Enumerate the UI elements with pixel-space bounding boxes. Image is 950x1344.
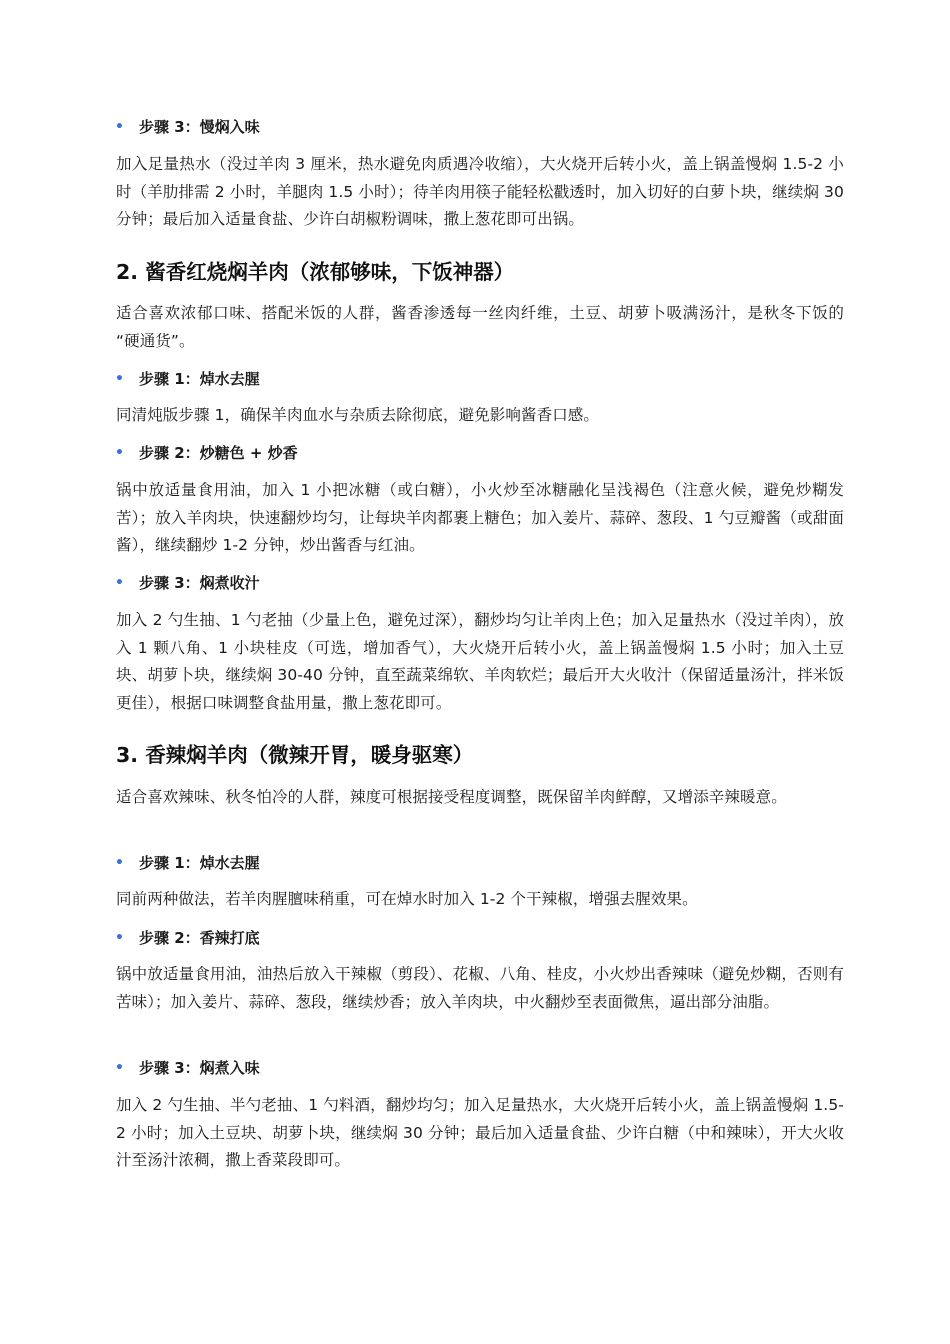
step-label: 步骤 3：焖煮收汁	[139, 574, 260, 592]
step-label: 步骤 3：焖煮入味	[139, 1059, 260, 1077]
step-text: 同清炖版步骤 1，确保羊肉血水与杂质去除彻底，避免影响酱香口感。	[116, 406, 599, 424]
step-text: 加入 2 勺生抽、1 勺老抽（少量上色，避免过深），翻炒均匀让羊肉上色；加入足量热水（没过羊肉），放入 1 颗八角、1 小块桂皮（可选，增加香气），大火烧开后转小火，盖上锅盖慢焖 1.5 小时；加入土豆块、胡萝卜块，继续焖 30-40 分钟，直至蔬菜绵软、羊肉软烂；最后开大火收汁（保留适量汤汁，拌米饭更佳），根据口味调整食盐用量，撒上葱花即可。	[116, 611, 844, 712]
step-label: 步骤 1：焯水去腥	[139, 370, 260, 388]
bullet-icon: •	[115, 855, 124, 871]
step-label: 步骤 2：香辣打底	[139, 929, 260, 947]
bullet-icon: •	[115, 575, 124, 591]
section-heading: 3. 香辣焖羊肉（微辣开胃，暖身驱寒）	[116, 743, 474, 767]
section-intro: 适合喜欢浓郁口味、搭配米饭的人群，酱香渗透每一丝肉纤维，土豆、胡萝卜吸满汤汁，是秋冬下饭的 “硬通货”。	[116, 304, 844, 350]
step-item	[116, 852, 844, 874]
step-item	[116, 572, 844, 594]
bullet-icon: •	[115, 445, 124, 461]
step-item	[116, 442, 844, 464]
step-item	[116, 368, 844, 390]
bullet-icon: •	[115, 371, 124, 387]
step-text: 锅中放适量食用油，加入 1 小把冰糖（或白糖），小火炒至冰糖融化呈浅褐色（注意火候，避免炒糊发苦）；放入羊肉块，快速翻炒均匀，让每块羊肉都裹上糖色；加入姜片、蒜碎、葱段、1 勺豆瓣酱（或甜面酱），继续翻炒 1-2 分钟，炒出酱香与红油。	[116, 481, 844, 554]
step-text: 加入足量热水（没过羊肉 3 厘米，热水避免肉质遇冷收缩），大火烧开后转小火，盖上锅盖慢焖 1.5-2 小时（羊肋排需 2 小时，羊腿肉 1.5 小时）；待羊肉用筷子能轻松戳透时，加入切好的白萝卜块，继续焖 30 分钟；最后加入适量食盐、少许白胡椒粉调味，撒上葱花即可出锅。	[116, 155, 844, 228]
step-text: 加入 2 勺生抽、半勺老抽、1 勺料酒，翻炒均匀；加入足量热水，大火烧开后转小火，盖上锅盖慢焖 1.5-2 小时；加入土豆块、胡萝卜块，继续焖 30 分钟；最后加入适量食盐、少许白糖（中和辣味），开大火收汁至汤汁浓稠，撒上香菜段即可。	[116, 1096, 844, 1169]
step-label: 步骤 2：炒糖色 + 炒香	[139, 444, 298, 462]
bullet-icon: •	[115, 1060, 124, 1076]
step-item	[116, 927, 844, 949]
bullet-icon: •	[115, 930, 124, 946]
step-label: 步骤 3：慢焖入味	[139, 118, 260, 136]
section-heading: 2. 酱香红烧焖羊肉（浓郁够味，下饭神器）	[116, 260, 515, 284]
step-text: 锅中放适量食用油，油热后放入干辣椒（剪段）、花椒、八角、桂皮，小火炒出香辣味（避免炒糊，否则有苦味）；加入姜片、蒜碎、葱段，继续炒香；放入羊肉块，中火翻炒至表面微焦，逼出部分油脂。	[116, 965, 844, 1011]
step-label: 步骤 1：焯水去腥	[139, 854, 260, 872]
step-item	[116, 1057, 844, 1079]
section-intro: 适合喜欢辣味、秋冬怕冷的人群，辣度可根据接受程度调整，既保留羊肉鲜醇，又增添辛辣暖意。	[116, 788, 787, 806]
step-text: 同前两种做法，若羊肉腥膻味稍重，可在焯水时加入 1-2 个干辣椒，增强去腥效果。	[116, 890, 698, 908]
step-item	[116, 116, 844, 138]
bullet-icon: •	[115, 119, 124, 135]
